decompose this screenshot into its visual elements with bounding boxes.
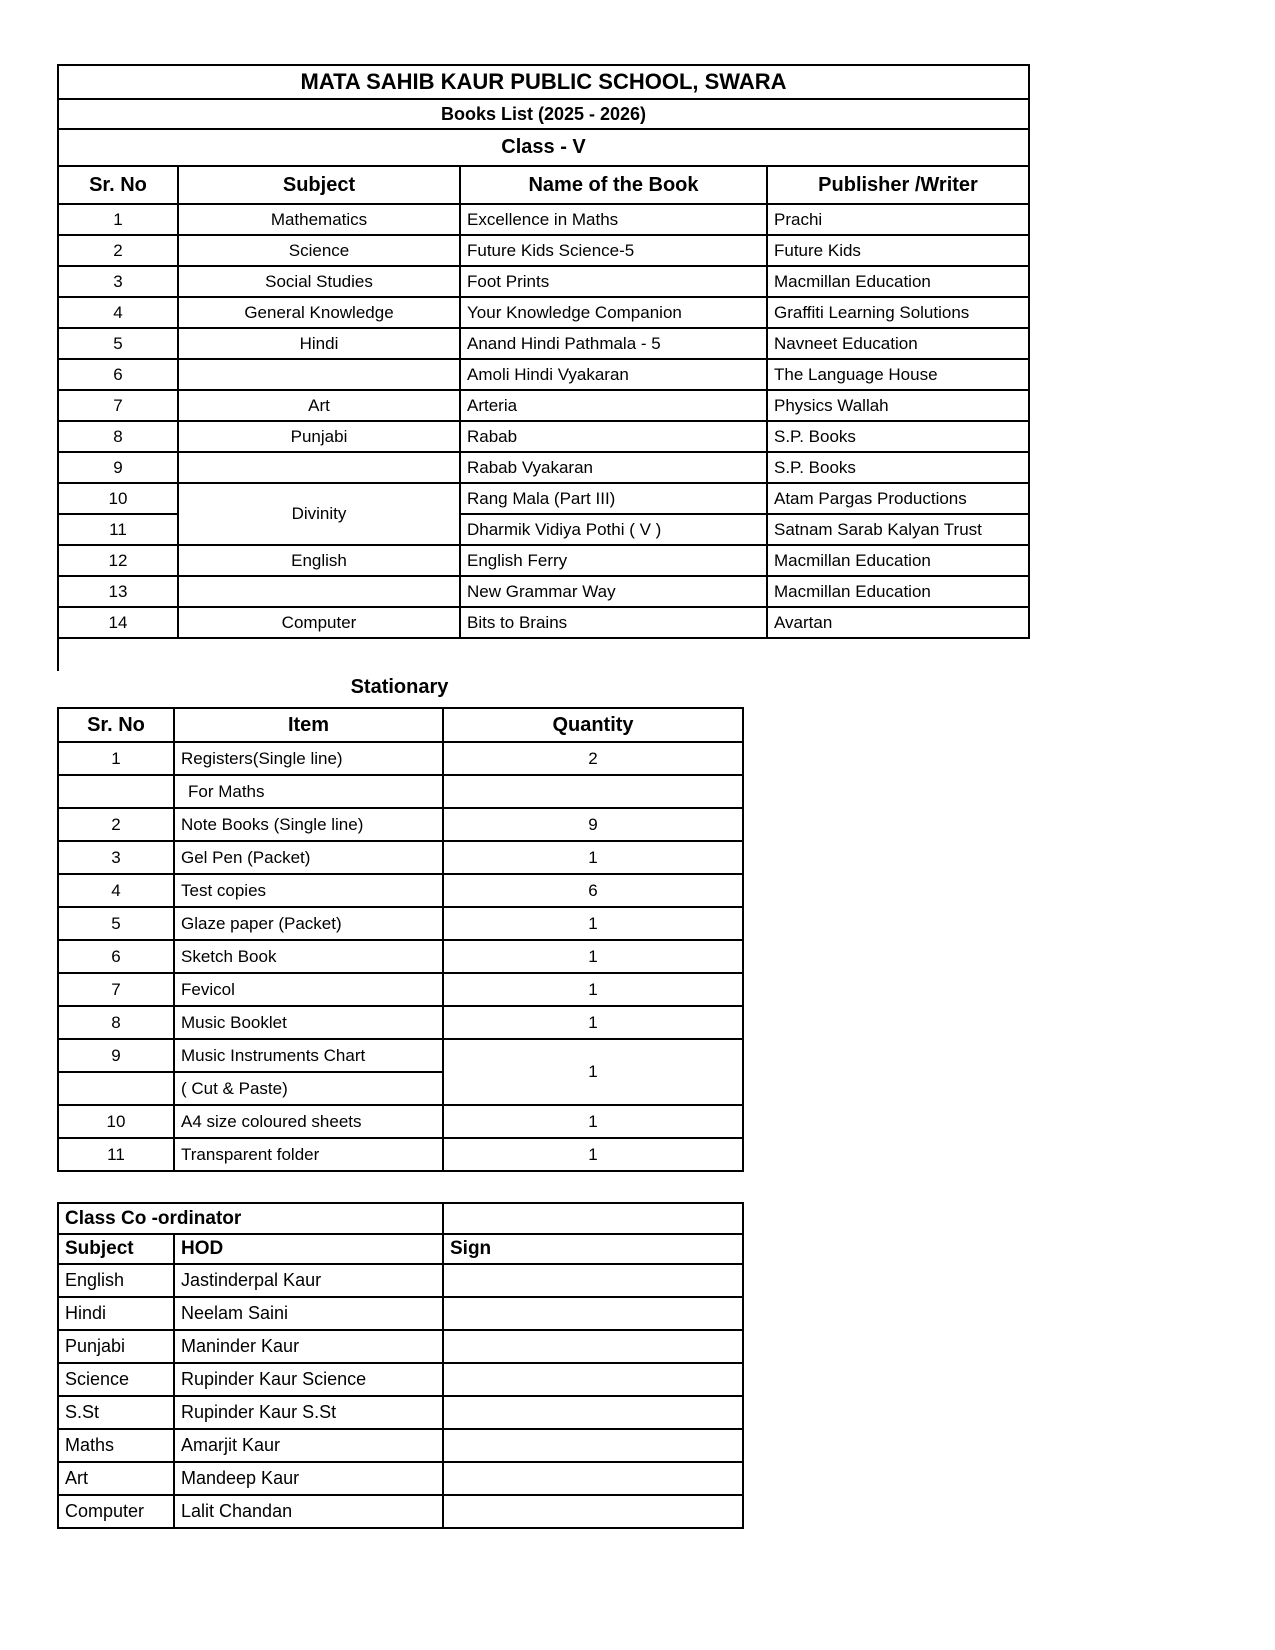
stationary-row <box>58 742 743 775</box>
item-cell: Test copies <box>174 874 443 907</box>
sign-cell <box>443 1264 743 1297</box>
stationary-row <box>58 940 743 973</box>
sr-cell: 14 <box>58 607 178 638</box>
class-label: Class - V <box>58 129 1029 166</box>
subject-cell: English <box>58 1264 174 1297</box>
sr-cell: 6 <box>58 359 178 390</box>
quantity-cell: 1 <box>443 1138 743 1171</box>
sr-cell: 9 <box>58 452 178 483</box>
coordinator-row <box>58 1462 743 1495</box>
hod-cell: Rupinder Kaur S.St <box>174 1396 443 1429</box>
publisher-cell: Prachi <box>767 204 1029 235</box>
subject-cell: Computer <box>178 607 460 638</box>
coordinator-title-row <box>58 1203 743 1234</box>
publisher-cell: S.P. Books <box>767 452 1029 483</box>
item-cell: Transparent folder <box>174 1138 443 1171</box>
sr-cell: 4 <box>58 874 174 907</box>
book-cell: Dharmik Vidiya Pothi ( V ) <box>460 514 767 545</box>
sr-cell: 9 <box>58 1039 174 1072</box>
stationary-row <box>58 973 743 1006</box>
book-cell: Rabab Vyakaran <box>460 452 767 483</box>
stationary-row <box>58 808 743 841</box>
sr-cell: 12 <box>58 545 178 576</box>
sr-cell: 8 <box>58 1006 174 1039</box>
stationary-row <box>58 775 743 808</box>
header-subject: Subject <box>58 1234 174 1264</box>
sign-cell <box>443 1462 743 1495</box>
item-cell: Gel Pen (Packet) <box>174 841 443 874</box>
sr-cell: 5 <box>58 907 174 940</box>
book-row <box>58 607 1029 638</box>
book-row <box>58 576 1029 607</box>
subject-cell: Hindi <box>58 1297 174 1330</box>
book-row <box>58 266 1029 297</box>
subject-cell: Science <box>178 235 460 266</box>
coordinator-row <box>58 1396 743 1429</box>
book-cell: Your Knowledge Companion <box>460 297 767 328</box>
book-row <box>58 235 1029 266</box>
hod-cell: Maninder Kaur <box>174 1330 443 1363</box>
book-cell: Rabab <box>460 421 767 452</box>
sr-cell: 3 <box>58 266 178 297</box>
sr-cell: 1 <box>58 204 178 235</box>
book-row <box>58 452 1029 483</box>
sr-cell: 2 <box>58 808 174 841</box>
publisher-cell: Future Kids <box>767 235 1029 266</box>
publisher-cell: Atam Pargas Productions <box>767 483 1029 514</box>
sign-cell <box>443 1330 743 1363</box>
sign-cell <box>443 1363 743 1396</box>
books-header-row <box>58 166 1029 204</box>
quantity-cell: 2 <box>443 742 743 775</box>
book-cell: Rang Mala (Part III) <box>460 483 767 514</box>
quantity-cell: 1 <box>443 1006 743 1039</box>
coordinator-row <box>58 1363 743 1396</box>
publisher-cell: Navneet Education <box>767 328 1029 359</box>
subject-cell <box>178 452 460 483</box>
sr-cell: 10 <box>58 483 178 514</box>
book-cell: Future Kids Science-5 <box>460 235 767 266</box>
subject-cell: Science <box>58 1363 174 1396</box>
item-cell: ( Cut & Paste) <box>174 1072 443 1105</box>
stationary-row <box>58 874 743 907</box>
sign-cell <box>443 1429 743 1462</box>
header-hod: HOD <box>174 1234 443 1264</box>
item-cell: Music Instruments Chart <box>174 1039 443 1072</box>
subject-cell: S.St <box>58 1396 174 1429</box>
sr-cell: 8 <box>58 421 178 452</box>
book-row <box>58 204 1029 235</box>
stationary-table <box>57 707 744 1172</box>
publisher-cell: Physics Wallah <box>767 390 1029 421</box>
item-cell: Glaze paper (Packet) <box>174 907 443 940</box>
quantity-cell: 1 <box>443 1105 743 1138</box>
book-cell: Anand Hindi Pathmala - 5 <box>460 328 767 359</box>
coordinator-section-title: Class Co -ordinator <box>58 1203 443 1234</box>
subject-cell: Maths <box>58 1429 174 1462</box>
publisher-cell: Macmillan Education <box>767 576 1029 607</box>
sr-cell: 5 <box>58 328 178 359</box>
stationary-row <box>58 1138 743 1171</box>
books-list-subtitle-row <box>58 99 1029 129</box>
sr-cell <box>58 775 174 808</box>
school-title-row <box>58 65 1029 99</box>
header-sign: Sign <box>443 1234 743 1264</box>
stationary-row <box>58 907 743 940</box>
hod-cell: Amarjit Kaur <box>174 1429 443 1462</box>
books-list-subtitle: Books List (2025 - 2026) <box>58 99 1029 129</box>
stationary-header-row <box>58 708 743 742</box>
sr-cell: 3 <box>58 841 174 874</box>
header-sr-no: Sr. No <box>58 166 178 204</box>
header-publisher: Publisher /Writer <box>767 166 1029 204</box>
sr-cell: 10 <box>58 1105 174 1138</box>
sr-cell: 13 <box>58 576 178 607</box>
subject-cell: Mathematics <box>178 204 460 235</box>
left-border-stub <box>57 637 59 671</box>
sr-cell: 11 <box>58 1138 174 1171</box>
subject-cell: Art <box>58 1462 174 1495</box>
publisher-cell: The Language House <box>767 359 1029 390</box>
hod-cell: Mandeep Kaur <box>174 1462 443 1495</box>
header-quantity: Quantity <box>443 708 743 742</box>
book-cell: Excellence in Maths <box>460 204 767 235</box>
sign-cell <box>443 1297 743 1330</box>
quantity-cell: 9 <box>443 808 743 841</box>
quantity-cell-merged: 1 <box>443 1039 743 1105</box>
sr-cell: 6 <box>58 940 174 973</box>
subject-cell: Art <box>178 390 460 421</box>
subject-cell: Hindi <box>178 328 460 359</box>
sign-cell <box>443 1495 743 1528</box>
publisher-cell: Macmillan Education <box>767 545 1029 576</box>
book-cell: Foot Prints <box>460 266 767 297</box>
subject-cell-divinity: Divinity <box>178 483 460 545</box>
book-cell: New Grammar Way <box>460 576 767 607</box>
quantity-cell: 1 <box>443 841 743 874</box>
coordinator-row <box>58 1330 743 1363</box>
coordinator-row <box>58 1264 743 1297</box>
sr-cell: 1 <box>58 742 174 775</box>
subject-cell: General Knowledge <box>178 297 460 328</box>
publisher-cell: Avartan <box>767 607 1029 638</box>
book-row <box>58 359 1029 390</box>
coordinator-table <box>57 1202 744 1529</box>
item-cell: For Maths <box>174 775 443 808</box>
stationary-row <box>58 841 743 874</box>
publisher-cell: Satnam Sarab Kalyan Trust <box>767 514 1029 545</box>
sr-cell: 4 <box>58 297 178 328</box>
stationary-row <box>58 1039 743 1072</box>
book-row <box>58 545 1029 576</box>
class-label-row <box>58 129 1029 166</box>
book-row <box>58 328 1029 359</box>
item-cell: Note Books (Single line) <box>174 808 443 841</box>
stationary-row <box>58 1006 743 1039</box>
coordinator-header-row <box>58 1234 743 1264</box>
subject-cell: Social Studies <box>178 266 460 297</box>
subject-cell: English <box>178 545 460 576</box>
coordinator-row <box>58 1297 743 1330</box>
sr-cell: 2 <box>58 235 178 266</box>
sign-cell <box>443 1396 743 1429</box>
subject-cell: Punjabi <box>178 421 460 452</box>
quantity-cell: 1 <box>443 907 743 940</box>
book-cell: Arteria <box>460 390 767 421</box>
book-cell: Amoli Hindi Vyakaran <box>460 359 767 390</box>
stationary-heading: Stationary <box>350 676 449 698</box>
quantity-cell <box>443 775 743 808</box>
subject-cell: Computer <box>58 1495 174 1528</box>
item-cell: Registers(Single line) <box>174 742 443 775</box>
quantity-cell: 1 <box>443 973 743 1006</box>
book-row <box>58 421 1029 452</box>
sr-cell: 7 <box>58 973 174 1006</box>
item-cell: Music Booklet <box>174 1006 443 1039</box>
header-subject: Subject <box>178 166 460 204</box>
header-sr-no: Sr. No <box>58 708 174 742</box>
subject-cell: Punjabi <box>58 1330 174 1363</box>
stationary-row <box>58 1105 743 1138</box>
book-row <box>58 297 1029 328</box>
empty-cell <box>443 1203 743 1234</box>
item-cell: Sketch Book <box>174 940 443 973</box>
quantity-cell: 1 <box>443 940 743 973</box>
coordinator-row <box>58 1429 743 1462</box>
publisher-cell: Macmillan Education <box>767 266 1029 297</box>
item-cell: A4 size coloured sheets <box>174 1105 443 1138</box>
sr-cell: 11 <box>58 514 178 545</box>
books-table <box>57 64 1030 639</box>
hod-cell: Lalit Chandan <box>174 1495 443 1528</box>
quantity-cell: 6 <box>443 874 743 907</box>
subject-cell <box>178 576 460 607</box>
book-row <box>58 483 1029 514</box>
book-cell: Bits to Brains <box>460 607 767 638</box>
item-cell: Fevicol <box>174 973 443 1006</box>
hod-cell: Neelam Saini <box>174 1297 443 1330</box>
book-row <box>58 390 1029 421</box>
hod-cell: Jastinderpal Kaur <box>174 1264 443 1297</box>
header-book-name: Name of the Book <box>460 166 767 204</box>
sr-cell: 7 <box>58 390 178 421</box>
header-item: Item <box>174 708 443 742</box>
school-title: MATA SAHIB KAUR PUBLIC SCHOOL, SWARA <box>58 65 1029 99</box>
coordinator-row <box>58 1495 743 1528</box>
publisher-cell: Graffiti Learning Solutions <box>767 297 1029 328</box>
hod-cell: Rupinder Kaur Science <box>174 1363 443 1396</box>
publisher-cell: S.P. Books <box>767 421 1029 452</box>
sr-cell <box>58 1072 174 1105</box>
subject-cell <box>178 359 460 390</box>
book-cell: English Ferry <box>460 545 767 576</box>
